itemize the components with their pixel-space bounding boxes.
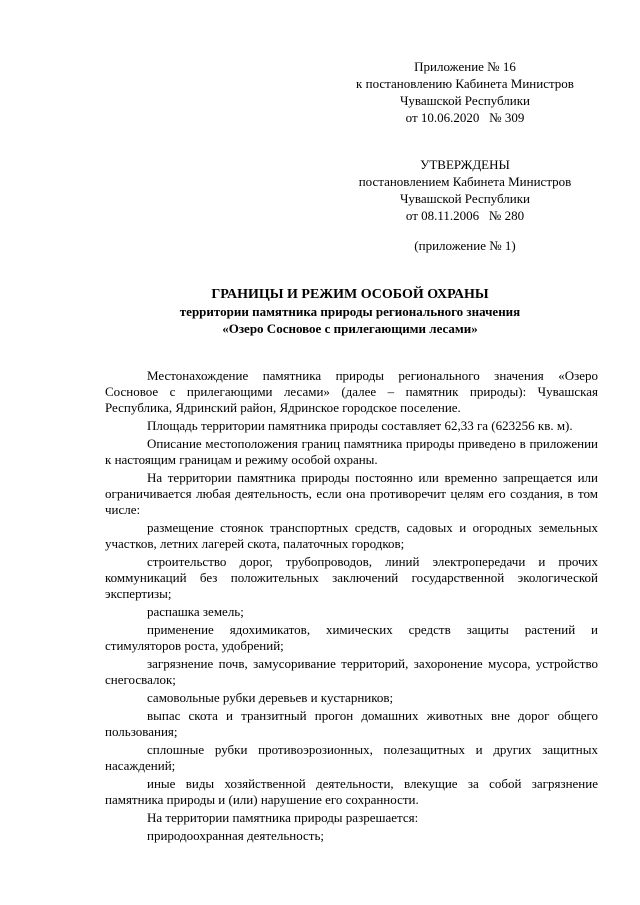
paragraph: размещение стоянок транспортных средств, садовых и огородных земельных участков, летних лагерей скота, палаточных городков;: [105, 520, 598, 551]
paragraph: На территории памятника природы постоянно или временно запрещается или ограничивается любая деятельность, если она противоречит целям его создания, в том числе:: [105, 470, 598, 517]
annex-resolution: к постановлению Кабинета Министров: [356, 76, 574, 91]
approved-republic: Чувашской Республики: [399, 191, 531, 206]
paragraph: применение ядохимикатов, химических средств защиты растений и стимуляторов роста, удобрений;: [105, 622, 598, 653]
appendix-reference: (приложение № 1): [414, 238, 516, 253]
paragraph: природоохранная деятельность;: [147, 828, 325, 843]
annex-number: Приложение № 16: [414, 59, 516, 74]
annex-republic: Чувашской Республики: [399, 93, 531, 108]
annex-date: от 10.06.2020 № 309: [405, 110, 525, 125]
paragraph: выпас скота и транзитный прогон домашних животных вне дорог общего пользования;: [105, 708, 598, 739]
title-main: ГРАНИЦЫ И РЕЖИМ ОСОБОЙ ОХРАНЫ: [211, 287, 489, 302]
paragraph: строительство дорог, трубопроводов, линий электропередачи и прочих коммуникаций без положительных заключений государственной экологической экспертизы;: [105, 554, 598, 601]
paragraph: самовольные рубки деревьев и кустарников;: [147, 690, 394, 705]
title-sub: территории памятника природы регионального значения: [179, 304, 521, 319]
annex-header: [330, 58, 600, 126]
document-body: [105, 368, 598, 846]
paragraph: распашка земель;: [147, 604, 244, 619]
paragraph: сплошные рубки противоэрозионных, полезащитных и других защитных насаждений;: [105, 742, 598, 773]
approved-heading: УТВЕРЖДЕНЫ: [420, 157, 510, 172]
approval-stamp: [330, 156, 600, 224]
document-title: [100, 286, 600, 337]
approved-resolution: постановлением Кабинета Министров: [358, 174, 572, 189]
title-name: «Озеро Сосновое с прилегающими лесами»: [222, 321, 478, 336]
paragraph: Описание местоположения границ памятника природы приведено в приложении к настоящим границам и режиму особой охраны.: [105, 436, 598, 467]
approved-date: от 08.11.2006 № 280: [405, 208, 525, 223]
paragraph: иные виды хозяйственной деятельности, влекущие за собой загрязнение памятника природы и (или) нарушение его сохранности.: [105, 776, 598, 807]
paragraph: Местонахождение памятника природы регионального значения «Озеро Сосновое с прилегающими лесами» (далее – памятник природы): Чувашская Республика, Ядринский район, Ядринское городское поселение.: [105, 368, 598, 415]
paragraph: На территории памятника природы разрешается:: [147, 810, 419, 825]
paragraph: загрязнение почв, замусоривание территорий, захоронение мусора, устройство снегосвалок;: [105, 656, 598, 687]
paragraph: Площадь территории памятника природы составляет 62,33 га (623256 кв. м).: [147, 418, 573, 433]
